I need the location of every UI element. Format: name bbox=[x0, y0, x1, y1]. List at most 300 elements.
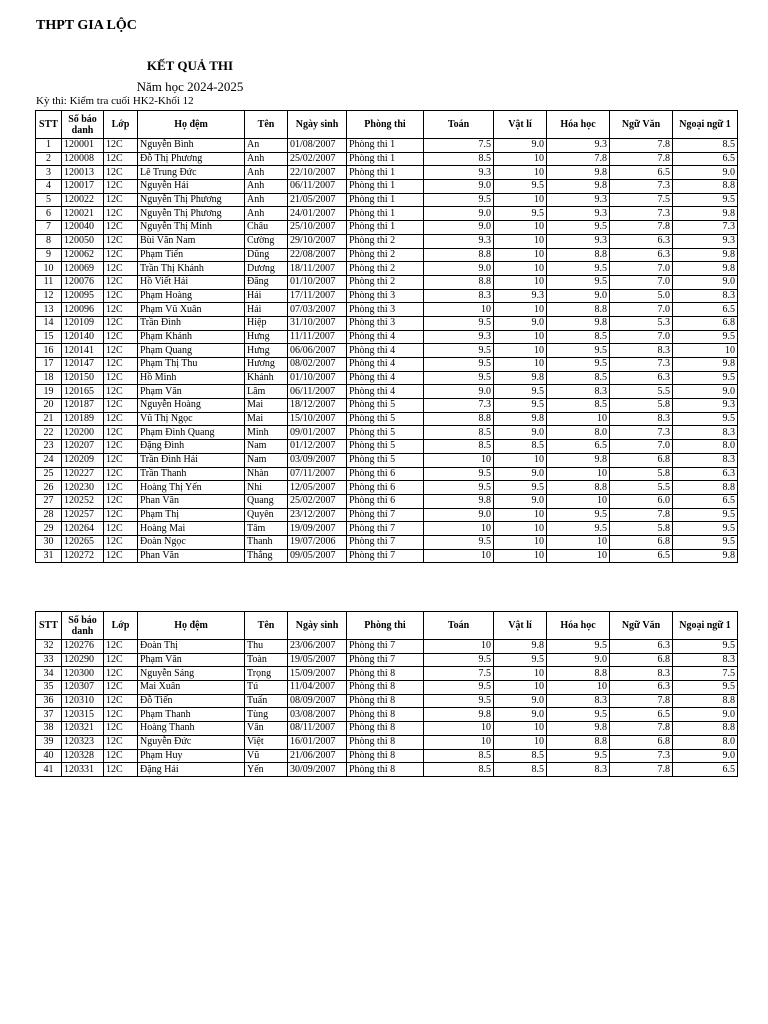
cell-phong-thi: Phòng thi 4 bbox=[347, 371, 424, 385]
cell-sbd: 120257 bbox=[62, 508, 104, 522]
column-header-ngu-van: Ngữ Văn bbox=[610, 612, 673, 640]
cell-lop: 12C bbox=[104, 399, 138, 413]
cell-sbd: 120189 bbox=[62, 412, 104, 426]
column-header-stt: STT bbox=[36, 111, 62, 139]
cell-ten: Thu bbox=[245, 640, 288, 654]
cell-ho-dem: Phạm Văn bbox=[138, 653, 245, 667]
cell-ngu-van: 6.8 bbox=[610, 653, 673, 667]
cell-ngay-sinh: 19/07/2006 bbox=[288, 535, 347, 549]
cell-hoa-hoc: 9.5 bbox=[547, 708, 610, 722]
cell-ngu-van: 8.3 bbox=[610, 344, 673, 358]
cell-lop: 12C bbox=[104, 481, 138, 495]
table-header-row bbox=[36, 111, 738, 139]
cell-stt: 16 bbox=[36, 344, 62, 358]
cell-lop: 12C bbox=[104, 667, 138, 681]
cell-stt: 8 bbox=[36, 234, 62, 248]
cell-hoa-hoc: 9.5 bbox=[547, 275, 610, 289]
cell-ho-dem: Phạm Thị Thu bbox=[138, 358, 245, 372]
cell-ngoai-ngu: 9.5 bbox=[673, 508, 738, 522]
cell-ngu-van: 5.5 bbox=[610, 481, 673, 495]
cell-ngoai-ngu: 9.5 bbox=[673, 371, 738, 385]
table-row bbox=[36, 467, 738, 481]
cell-stt: 20 bbox=[36, 399, 62, 413]
column-header-ngay-sinh: Ngày sinh bbox=[288, 111, 347, 139]
cell-ho-dem: Vũ Thị Ngọc bbox=[138, 412, 245, 426]
cell-phong-thi: Phòng thi 1 bbox=[347, 193, 424, 207]
cell-ngay-sinh: 21/05/2007 bbox=[288, 193, 347, 207]
cell-sbd: 120328 bbox=[62, 749, 104, 763]
column-header-ngoai-ngu: Ngoại ngữ 1 bbox=[673, 111, 738, 139]
cell-vat-li: 10 bbox=[494, 330, 547, 344]
cell-lop: 12C bbox=[104, 221, 138, 235]
cell-vat-li: 9.3 bbox=[494, 289, 547, 303]
cell-ho-dem: Phạm Đình Quang bbox=[138, 426, 245, 440]
cell-hoa-hoc: 10 bbox=[547, 412, 610, 426]
cell-ten: Mai bbox=[245, 399, 288, 413]
cell-toan: 9.3 bbox=[424, 330, 494, 344]
table-row bbox=[36, 708, 738, 722]
cell-ho-dem: Nguyễn Thị Phương bbox=[138, 193, 245, 207]
cell-ten: Đăng bbox=[245, 275, 288, 289]
cell-phong-thi: Phòng thi 8 bbox=[347, 749, 424, 763]
cell-phong-thi: Phòng thi 6 bbox=[347, 481, 424, 495]
cell-hoa-hoc: 9.5 bbox=[547, 262, 610, 276]
table-row bbox=[36, 303, 738, 317]
cell-toan: 8.5 bbox=[424, 763, 494, 777]
cell-ngay-sinh: 21/06/2007 bbox=[288, 749, 347, 763]
column-header-ho-dem: Họ đệm bbox=[138, 612, 245, 640]
cell-phong-thi: Phòng thi 1 bbox=[347, 180, 424, 194]
cell-stt: 40 bbox=[36, 749, 62, 763]
cell-ngay-sinh: 25/02/2007 bbox=[288, 494, 347, 508]
cell-ngay-sinh: 22/08/2007 bbox=[288, 248, 347, 262]
cell-ngoai-ngu: 8.3 bbox=[673, 426, 738, 440]
cell-hoa-hoc: 6.5 bbox=[547, 440, 610, 454]
cell-ho-dem: Phạm Quang bbox=[138, 344, 245, 358]
cell-ngoai-ngu: 9.8 bbox=[673, 248, 738, 262]
cell-ngoai-ngu: 8.8 bbox=[673, 722, 738, 736]
cell-sbd: 120022 bbox=[62, 193, 104, 207]
cell-ngay-sinh: 11/04/2007 bbox=[288, 681, 347, 695]
cell-lop: 12C bbox=[104, 180, 138, 194]
cell-hoa-hoc: 9.5 bbox=[547, 640, 610, 654]
cell-phong-thi: Phòng thi 8 bbox=[347, 735, 424, 749]
cell-toan: 9.8 bbox=[424, 708, 494, 722]
cell-ngay-sinh: 15/09/2007 bbox=[288, 667, 347, 681]
cell-vat-li: 9.5 bbox=[494, 207, 547, 221]
cell-vat-li: 10 bbox=[494, 667, 547, 681]
cell-ngu-van: 6.5 bbox=[610, 549, 673, 563]
cell-phong-thi: Phòng thi 5 bbox=[347, 453, 424, 467]
cell-phong-thi: Phòng thi 8 bbox=[347, 708, 424, 722]
cell-ho-dem: Bùi Văn Nam bbox=[138, 234, 245, 248]
cell-ngu-van: 7.3 bbox=[610, 207, 673, 221]
cell-hoa-hoc: 10 bbox=[547, 494, 610, 508]
cell-ngu-van: 5.8 bbox=[610, 467, 673, 481]
table-row bbox=[36, 289, 738, 303]
cell-hoa-hoc: 8.8 bbox=[547, 735, 610, 749]
cell-ngay-sinh: 25/10/2007 bbox=[288, 221, 347, 235]
cell-vat-li: 9.0 bbox=[494, 139, 547, 153]
table-row bbox=[36, 481, 738, 495]
cell-lop: 12C bbox=[104, 412, 138, 426]
cell-ten: Hưng bbox=[245, 330, 288, 344]
cell-phong-thi: Phòng thi 3 bbox=[347, 316, 424, 330]
column-header-lop: Lớp bbox=[104, 612, 138, 640]
cell-lop: 12C bbox=[104, 152, 138, 166]
cell-sbd: 120290 bbox=[62, 653, 104, 667]
cell-ho-dem: Đỗ Tiến bbox=[138, 694, 245, 708]
cell-ho-dem: Đặng Hải bbox=[138, 763, 245, 777]
cell-ngay-sinh: 22/10/2007 bbox=[288, 166, 347, 180]
results-table-page-2 bbox=[35, 611, 738, 777]
cell-ngoai-ngu: 6.5 bbox=[673, 152, 738, 166]
cell-ngu-van: 7.8 bbox=[610, 763, 673, 777]
cell-ten: Quang bbox=[245, 494, 288, 508]
cell-ngoai-ngu: 9.0 bbox=[673, 749, 738, 763]
cell-ho-dem: Lê Trung Đức bbox=[138, 166, 245, 180]
cell-ten: Tú bbox=[245, 681, 288, 695]
cell-vat-li: 9.0 bbox=[494, 708, 547, 722]
cell-toan: 9.0 bbox=[424, 385, 494, 399]
cell-ngu-van: 7.5 bbox=[610, 193, 673, 207]
cell-ho-dem: Nguyễn Thị Minh bbox=[138, 221, 245, 235]
cell-phong-thi: Phòng thi 2 bbox=[347, 234, 424, 248]
column-header-vat-li: Vật lí bbox=[494, 612, 547, 640]
cell-toan: 8.5 bbox=[424, 749, 494, 763]
column-header-ten: Tên bbox=[245, 612, 288, 640]
cell-vat-li: 10 bbox=[494, 508, 547, 522]
cell-vat-li: 9.5 bbox=[494, 399, 547, 413]
cell-toan: 9.5 bbox=[424, 535, 494, 549]
cell-hoa-hoc: 9.3 bbox=[547, 139, 610, 153]
cell-ho-dem: Phạm Thanh bbox=[138, 708, 245, 722]
cell-vat-li: 10 bbox=[494, 735, 547, 749]
cell-ngay-sinh: 29/10/2007 bbox=[288, 234, 347, 248]
table-row bbox=[36, 262, 738, 276]
cell-vat-li: 9.8 bbox=[494, 371, 547, 385]
column-header-ten: Tên bbox=[245, 111, 288, 139]
cell-phong-thi: Phòng thi 7 bbox=[347, 508, 424, 522]
cell-toan: 8.3 bbox=[424, 289, 494, 303]
column-header-ho-dem: Họ đệm bbox=[138, 111, 245, 139]
cell-phong-thi: Phòng thi 1 bbox=[347, 221, 424, 235]
cell-phong-thi: Phòng thi 7 bbox=[347, 549, 424, 563]
cell-ngay-sinh: 03/09/2007 bbox=[288, 453, 347, 467]
cell-phong-thi: Phòng thi 2 bbox=[347, 262, 424, 276]
cell-ho-dem: Mai Xuân bbox=[138, 681, 245, 695]
table-row bbox=[36, 275, 738, 289]
cell-phong-thi: Phòng thi 4 bbox=[347, 330, 424, 344]
cell-ten: Nam bbox=[245, 453, 288, 467]
cell-ngoai-ngu: 9.0 bbox=[673, 385, 738, 399]
cell-toan: 9.5 bbox=[424, 681, 494, 695]
cell-sbd: 120013 bbox=[62, 166, 104, 180]
cell-sbd: 120017 bbox=[62, 180, 104, 194]
cell-vat-li: 8.5 bbox=[494, 440, 547, 454]
cell-ngay-sinh: 17/11/2007 bbox=[288, 289, 347, 303]
cell-lop: 12C bbox=[104, 316, 138, 330]
cell-sbd: 120069 bbox=[62, 262, 104, 276]
cell-ngoai-ngu: 7.3 bbox=[673, 221, 738, 235]
cell-sbd: 120307 bbox=[62, 681, 104, 695]
column-header-hoa-hoc: Hóa học bbox=[547, 612, 610, 640]
cell-vat-li: 10 bbox=[494, 193, 547, 207]
cell-stt: 25 bbox=[36, 467, 62, 481]
cell-hoa-hoc: 8.8 bbox=[547, 481, 610, 495]
cell-ngu-van: 7.8 bbox=[610, 694, 673, 708]
table-row bbox=[36, 180, 738, 194]
cell-ho-dem: Hoàng Thị Yến bbox=[138, 481, 245, 495]
cell-lop: 12C bbox=[104, 453, 138, 467]
cell-ngoai-ngu: 9.5 bbox=[673, 640, 738, 654]
cell-phong-thi: Phòng thi 7 bbox=[347, 522, 424, 536]
cell-ten: Anh bbox=[245, 180, 288, 194]
cell-sbd: 120315 bbox=[62, 708, 104, 722]
cell-stt: 12 bbox=[36, 289, 62, 303]
cell-ngoai-ngu: 9.0 bbox=[673, 708, 738, 722]
table-row bbox=[36, 440, 738, 454]
cell-ngu-van: 6.3 bbox=[610, 371, 673, 385]
cell-ho-dem: Phạm Khánh bbox=[138, 330, 245, 344]
cell-ngu-van: 6.5 bbox=[610, 708, 673, 722]
table-row bbox=[36, 735, 738, 749]
cell-ten: Hiệp bbox=[245, 316, 288, 330]
cell-ten: Hưng bbox=[245, 344, 288, 358]
cell-stt: 15 bbox=[36, 330, 62, 344]
cell-stt: 10 bbox=[36, 262, 62, 276]
cell-hoa-hoc: 8.3 bbox=[547, 763, 610, 777]
cell-vat-li: 9.0 bbox=[494, 426, 547, 440]
cell-phong-thi: Phòng thi 5 bbox=[347, 399, 424, 413]
cell-ngoai-ngu: 9.0 bbox=[673, 275, 738, 289]
cell-ngu-van: 8.3 bbox=[610, 667, 673, 681]
cell-phong-thi: Phòng thi 3 bbox=[347, 289, 424, 303]
cell-ngoai-ngu: 8.3 bbox=[673, 653, 738, 667]
cell-ngay-sinh: 19/09/2007 bbox=[288, 522, 347, 536]
cell-ngay-sinh: 12/05/2007 bbox=[288, 481, 347, 495]
cell-toan: 9.5 bbox=[424, 694, 494, 708]
cell-lop: 12C bbox=[104, 344, 138, 358]
cell-stt: 41 bbox=[36, 763, 62, 777]
table-row bbox=[36, 722, 738, 736]
cell-ho-dem: Trần Thị Khánh bbox=[138, 262, 245, 276]
cell-lop: 12C bbox=[104, 522, 138, 536]
cell-hoa-hoc: 8.5 bbox=[547, 371, 610, 385]
cell-ten: Nhàn bbox=[245, 467, 288, 481]
cell-stt: 36 bbox=[36, 694, 62, 708]
cell-toan: 7.5 bbox=[424, 667, 494, 681]
cell-lop: 12C bbox=[104, 535, 138, 549]
cell-ho-dem: Hồ Viết Hải bbox=[138, 275, 245, 289]
cell-ngu-van: 7.0 bbox=[610, 262, 673, 276]
table-row bbox=[36, 494, 738, 508]
cell-lop: 12C bbox=[104, 385, 138, 399]
cell-vat-li: 10 bbox=[494, 275, 547, 289]
cell-ngoai-ngu: 6.5 bbox=[673, 494, 738, 508]
cell-sbd: 120300 bbox=[62, 667, 104, 681]
cell-ten: Dương bbox=[245, 262, 288, 276]
table-row bbox=[36, 640, 738, 654]
cell-toan: 9.5 bbox=[424, 371, 494, 385]
cell-ngay-sinh: 01/08/2007 bbox=[288, 139, 347, 153]
cell-phong-thi: Phòng thi 5 bbox=[347, 412, 424, 426]
cell-ngu-van: 7.8 bbox=[610, 152, 673, 166]
cell-vat-li: 9.5 bbox=[494, 481, 547, 495]
cell-ten: Hương bbox=[245, 358, 288, 372]
cell-ten: Nhi bbox=[245, 481, 288, 495]
table-row bbox=[36, 139, 738, 153]
table-row bbox=[36, 749, 738, 763]
cell-ten: Trọng bbox=[245, 667, 288, 681]
cell-ngoai-ngu: 6.5 bbox=[673, 303, 738, 317]
cell-vat-li: 9.8 bbox=[494, 412, 547, 426]
cell-sbd: 120207 bbox=[62, 440, 104, 454]
cell-ngu-van: 5.8 bbox=[610, 399, 673, 413]
cell-lop: 12C bbox=[104, 440, 138, 454]
table-row bbox=[36, 399, 738, 413]
cell-sbd: 120321 bbox=[62, 722, 104, 736]
cell-toan: 8.5 bbox=[424, 440, 494, 454]
cell-stt: 37 bbox=[36, 708, 62, 722]
table-row bbox=[36, 694, 738, 708]
table-row bbox=[36, 508, 738, 522]
exam-name: Kỳ thi: Kiểm tra cuối HK2-Khối 12 bbox=[36, 95, 194, 107]
cell-ho-dem: Nguyễn Hải bbox=[138, 180, 245, 194]
cell-ngu-van: 6.0 bbox=[610, 494, 673, 508]
cell-ten: Việt bbox=[245, 735, 288, 749]
cell-ngay-sinh: 18/12/2007 bbox=[288, 399, 347, 413]
cell-stt: 3 bbox=[36, 166, 62, 180]
cell-sbd: 120008 bbox=[62, 152, 104, 166]
cell-ngoai-ngu: 8.5 bbox=[673, 139, 738, 153]
cell-lop: 12C bbox=[104, 248, 138, 262]
table-row bbox=[36, 344, 738, 358]
table-row bbox=[36, 330, 738, 344]
cell-toan: 8.5 bbox=[424, 152, 494, 166]
cell-ho-dem: Trần Đình Hải bbox=[138, 453, 245, 467]
table-row bbox=[36, 453, 738, 467]
cell-lop: 12C bbox=[104, 262, 138, 276]
cell-vat-li: 10 bbox=[494, 234, 547, 248]
cell-ten: An bbox=[245, 139, 288, 153]
cell-hoa-hoc: 10 bbox=[547, 535, 610, 549]
cell-vat-li: 8.5 bbox=[494, 763, 547, 777]
column-header-sbd: Số báo danh bbox=[62, 111, 104, 139]
cell-lop: 12C bbox=[104, 640, 138, 654]
cell-hoa-hoc: 9.0 bbox=[547, 289, 610, 303]
cell-stt: 21 bbox=[36, 412, 62, 426]
cell-phong-thi: Phòng thi 8 bbox=[347, 667, 424, 681]
cell-lop: 12C bbox=[104, 358, 138, 372]
cell-phong-thi: Phòng thi 2 bbox=[347, 275, 424, 289]
cell-vat-li: 10 bbox=[494, 248, 547, 262]
cell-stt: 33 bbox=[36, 653, 62, 667]
table-row bbox=[36, 549, 738, 563]
cell-ngay-sinh: 08/09/2007 bbox=[288, 694, 347, 708]
cell-phong-thi: Phòng thi 1 bbox=[347, 207, 424, 221]
cell-ngu-van: 5.3 bbox=[610, 316, 673, 330]
cell-sbd: 120200 bbox=[62, 426, 104, 440]
cell-ngu-van: 7.0 bbox=[610, 330, 673, 344]
cell-phong-thi: Phòng thi 7 bbox=[347, 640, 424, 654]
cell-stt: 5 bbox=[36, 193, 62, 207]
cell-sbd: 120147 bbox=[62, 358, 104, 372]
cell-ngoai-ngu: 9.5 bbox=[673, 535, 738, 549]
cell-vat-li: 9.0 bbox=[494, 494, 547, 508]
table-row bbox=[36, 152, 738, 166]
cell-toan: 9.5 bbox=[424, 481, 494, 495]
cell-vat-li: 9.0 bbox=[494, 467, 547, 481]
cell-ho-dem: Phan Văn bbox=[138, 549, 245, 563]
cell-stt: 26 bbox=[36, 481, 62, 495]
cell-ngu-van: 7.0 bbox=[610, 303, 673, 317]
cell-ngu-van: 7.8 bbox=[610, 722, 673, 736]
cell-ngoai-ngu: 6.5 bbox=[673, 763, 738, 777]
cell-ten: Anh bbox=[245, 193, 288, 207]
cell-ngoai-ngu: 9.8 bbox=[673, 207, 738, 221]
cell-vat-li: 8.5 bbox=[494, 749, 547, 763]
table-row bbox=[36, 535, 738, 549]
cell-lop: 12C bbox=[104, 494, 138, 508]
cell-ten: Quyên bbox=[245, 508, 288, 522]
cell-phong-thi: Phòng thi 8 bbox=[347, 722, 424, 736]
cell-lop: 12C bbox=[104, 763, 138, 777]
cell-sbd: 120096 bbox=[62, 303, 104, 317]
cell-vat-li: 9.0 bbox=[494, 316, 547, 330]
cell-sbd: 120021 bbox=[62, 207, 104, 221]
cell-ten: Cường bbox=[245, 234, 288, 248]
cell-ho-dem: Đoàn Thị bbox=[138, 640, 245, 654]
cell-ten: Anh bbox=[245, 152, 288, 166]
cell-sbd: 120150 bbox=[62, 371, 104, 385]
cell-ngay-sinh: 19/05/2007 bbox=[288, 653, 347, 667]
cell-ten: Lâm bbox=[245, 385, 288, 399]
cell-ho-dem: Phạm Vũ Xuân bbox=[138, 303, 245, 317]
cell-phong-thi: Phòng thi 1 bbox=[347, 139, 424, 153]
table-row bbox=[36, 358, 738, 372]
cell-lop: 12C bbox=[104, 330, 138, 344]
cell-lop: 12C bbox=[104, 722, 138, 736]
cell-stt: 7 bbox=[36, 221, 62, 235]
cell-ngu-van: 6.5 bbox=[610, 166, 673, 180]
cell-phong-thi: Phòng thi 7 bbox=[347, 653, 424, 667]
cell-ngoai-ngu: 9.8 bbox=[673, 549, 738, 563]
cell-stt: 9 bbox=[36, 248, 62, 262]
cell-ngoai-ngu: 6.3 bbox=[673, 467, 738, 481]
cell-ten: Vũ bbox=[245, 749, 288, 763]
cell-ngay-sinh: 11/11/2007 bbox=[288, 330, 347, 344]
cell-vat-li: 10 bbox=[494, 522, 547, 536]
cell-stt: 28 bbox=[36, 508, 62, 522]
column-header-phong-thi: Phòng thi bbox=[347, 612, 424, 640]
cell-toan: 7.5 bbox=[424, 139, 494, 153]
table-row bbox=[36, 371, 738, 385]
cell-lop: 12C bbox=[104, 207, 138, 221]
cell-ngay-sinh: 06/06/2007 bbox=[288, 344, 347, 358]
cell-stt: 13 bbox=[36, 303, 62, 317]
cell-ngoai-ngu: 8.8 bbox=[673, 694, 738, 708]
column-header-vat-li: Vật lí bbox=[494, 111, 547, 139]
cell-sbd: 120209 bbox=[62, 453, 104, 467]
cell-stt: 27 bbox=[36, 494, 62, 508]
cell-ngoai-ngu: 9.8 bbox=[673, 358, 738, 372]
cell-ngu-van: 6.3 bbox=[610, 640, 673, 654]
cell-toan: 10 bbox=[424, 303, 494, 317]
school-year: Năm học 2024-2025 bbox=[136, 79, 244, 94]
cell-ho-dem: Nguyễn Bình bbox=[138, 139, 245, 153]
cell-stt: 11 bbox=[36, 275, 62, 289]
